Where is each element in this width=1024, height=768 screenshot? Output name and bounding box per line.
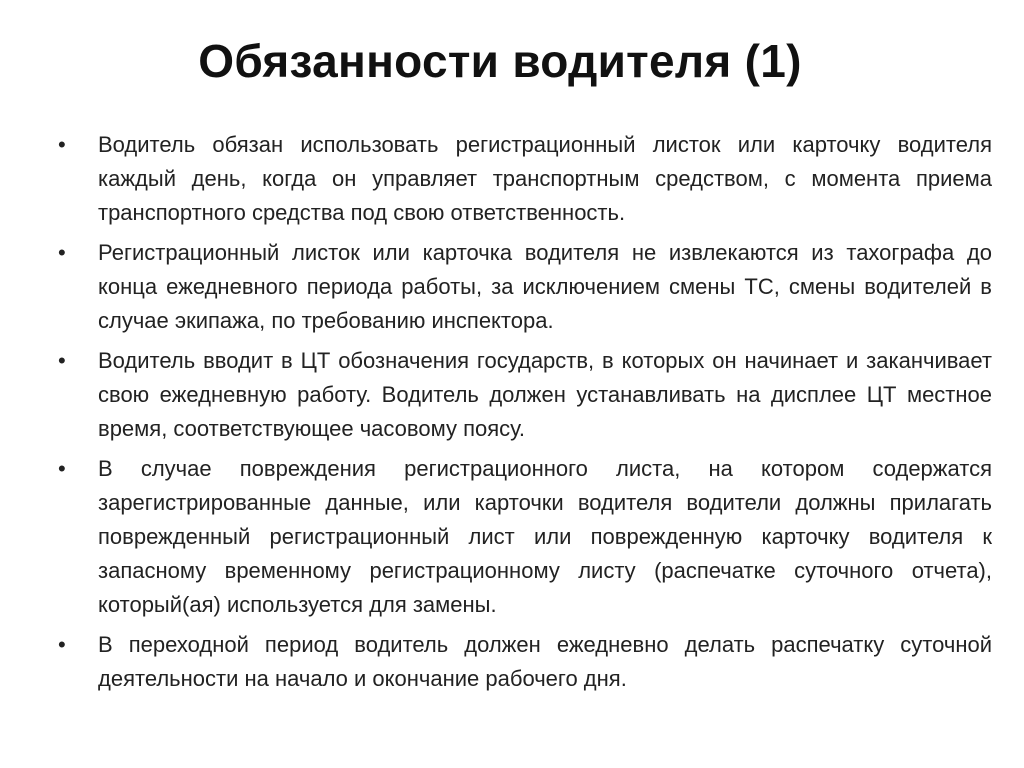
bullet-text: В переходной период водитель должен ежедневно делать распечатку суточной деятельности на начало и окончание рабочего дня.: [98, 632, 992, 691]
slide-title: Обязанности водителя (1): [198, 35, 802, 87]
bullet-list: [56, 128, 992, 702]
bullet-item: [56, 236, 992, 338]
bullet-text: Водитель обязан использовать регистрационный листок или карточку водителя каждый день, когда он управляет транспортным средством, с момента приема транспортного средства под свою ответственность.: [98, 132, 992, 225]
bullet-icon: •: [58, 240, 66, 265]
bullet-item: [56, 128, 992, 230]
bullet-icon: •: [58, 632, 66, 657]
bullet-item: [56, 452, 992, 622]
bullet-icon: •: [58, 132, 66, 157]
bullet-text: Водитель вводит в ЦТ обозначения государств, в которых он начинает и заканчивает свою ежедневную работу. Водитель должен устанавливать на дисплее ЦТ местное время, соответствующее часовому поясу.: [98, 348, 992, 441]
bullet-text: В случае повреждения регистрационного листа, на котором содержатся зарегистрированные данные, или карточки водителя водители должны прилагать поврежденный регистрационный лист или поврежденную карточку водителя к запасному временному регистрационному листу (распечатке суточного отчета), который(ая) используется для замены.: [98, 456, 992, 617]
bullet-text: Регистрационный листок или карточка водителя не извлекаются из тахографа до конца ежедневного периода работы, за исключением смены ТС, смены водителей в случае экипажа, по требованию инспектора.: [98, 240, 992, 333]
bullet-item: [56, 628, 992, 696]
bullet-item: [56, 344, 992, 446]
bullet-icon: •: [58, 348, 66, 373]
bullet-icon: •: [58, 456, 66, 481]
